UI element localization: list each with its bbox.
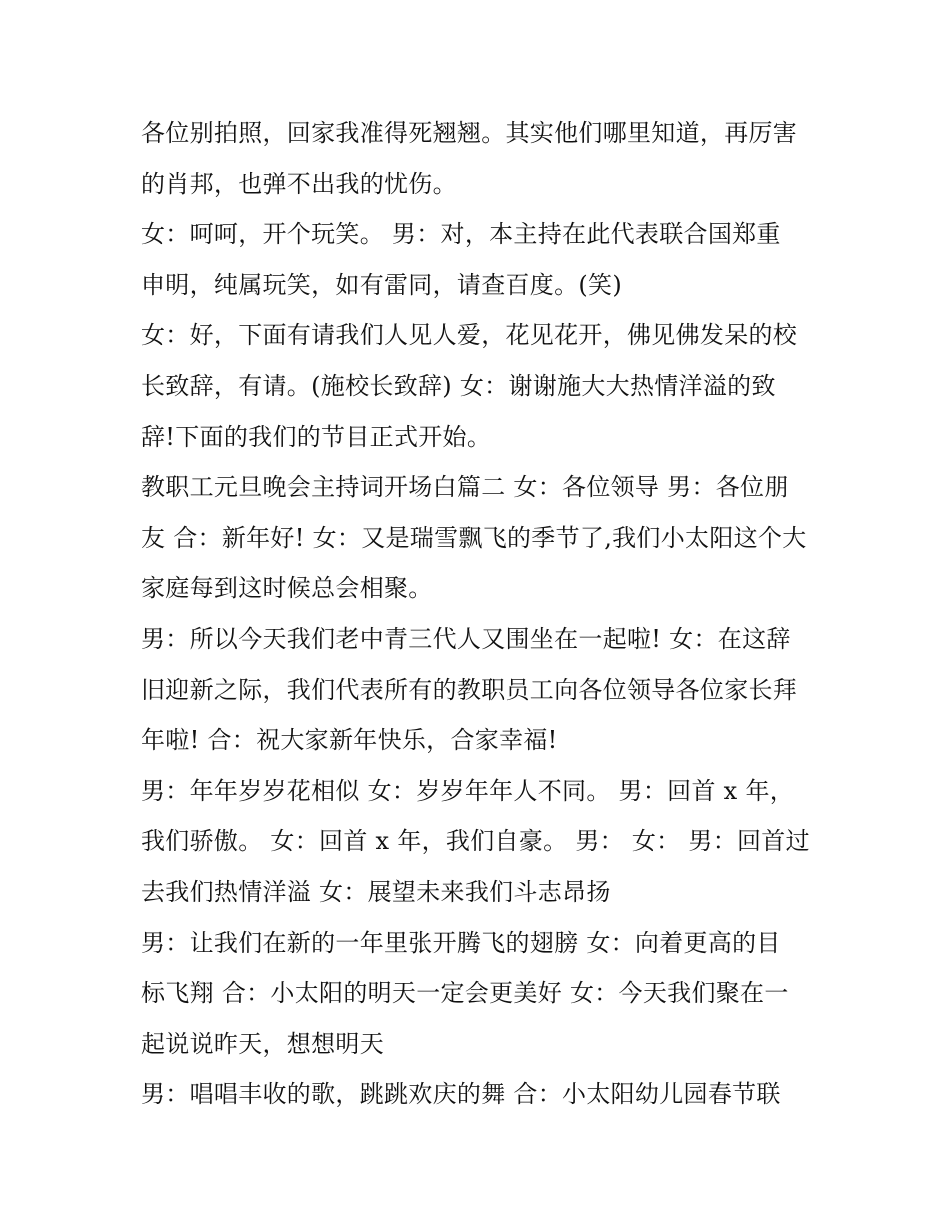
text-line: 标飞翔 合：小太阳的明天一定会更美好 女：今天我们聚在一 [141, 979, 789, 1008]
text-line: 男：唱唱丰收的歌，跳跳欢庆的舞 合：小太阳幼儿园春节联 [141, 1080, 781, 1109]
text-line: 男：年年岁岁花相似 女：岁岁年年人不同。 男：回首 x 年， [141, 776, 795, 805]
text-line: 年啦! 合：祝大家新年快乐，合家幸福! [141, 726, 558, 755]
text-line: 旧迎新之际，我们代表所有的教职员工向各位领导各位家长拜 [141, 675, 798, 704]
text-line: 各位别拍照，回家我准得死翘翘。其实他们哪里知道，再厉害 [141, 119, 798, 147]
text-line: 去我们热情洋溢 女：展望未来我们斗志昂扬 [141, 877, 611, 906]
text-line: 家庭每到这时候总会相聚。 [141, 574, 433, 603]
text-line: 男：所以今天我们老中青三代人又围坐在一起啦! 女：在这辞 [141, 624, 791, 653]
text-line: 的肖邦，也弹不出我的忧伤。 [141, 169, 457, 198]
document-body [141, 108, 821, 1120]
text-line: 男：让我们在新的一年里张开腾飞的翅膀 女：向着更高的目 [141, 928, 781, 957]
text-line: 辞!下面的我们的节目正式开始。 [141, 422, 492, 451]
text-line: 申明，纯属玩笑，如有雷同，请查百度。(笑) [141, 270, 623, 299]
text-line: 教职工元旦晚会主持词开场白篇二 女：各位领导 男：各位朋 [141, 473, 789, 502]
text-line: 女：呵呵，开个玩笑。 男：对，本主持在此代表联合国郑重 [141, 220, 781, 249]
text-line: 友 合：新年好! 女：又是瑞雪飘飞的季节了,我们小太阳这个大 [141, 523, 807, 552]
text-line: 我们骄傲。 女：回首 x 年，我们自豪。 男： 女： 男：回首过 [141, 827, 810, 856]
text-line: 起说说昨天，想想明天 [141, 1029, 384, 1058]
text-line: 女：好，下面有请我们人见人爱，花见花开，佛见佛发呆的校 [141, 321, 798, 350]
text-line: 长致辞，有请。(施校长致辞) 女：谢谢施大大热情洋溢的致 [141, 371, 776, 400]
